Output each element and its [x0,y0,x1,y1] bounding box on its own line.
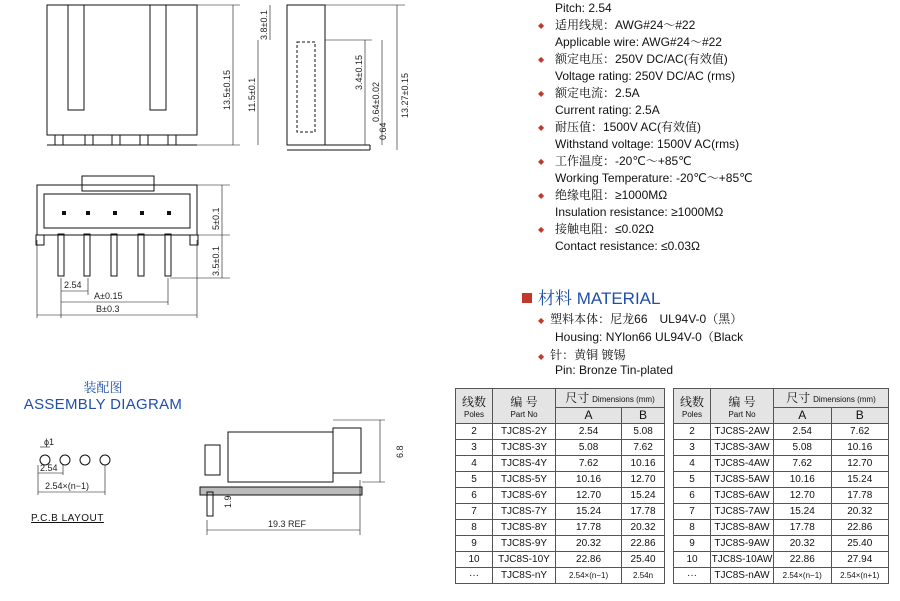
spec-line [538,68,898,85]
table-cell: 27.94 [831,552,889,568]
spec-line [538,34,898,51]
table-cell: 9 [674,536,711,552]
dim-phi: ϕ1 [44,437,55,447]
table-cell: 6 [456,488,493,504]
table-cell: 8 [674,520,711,536]
spec-line [538,85,898,102]
table-cell: TJC8S-9AW [711,536,774,552]
dim-side-c: 0.64 [378,122,388,140]
table-cell: TJC8S-4Y [493,456,556,472]
dim-side-b: 0.64±0.02 [371,82,381,122]
table-row [674,552,889,568]
table-row [456,456,665,472]
table-cell: TJC8S-3AW [711,440,774,456]
table-cell: 17.78 [774,520,832,536]
col-a-header: A [774,407,832,423]
pin-en: Pin: Bronze Tin-plated [555,363,674,377]
table-cell: 7.62 [831,424,889,440]
front-view-drawing [47,5,270,145]
material-heading-text: 材料 MATERIAL [538,289,661,308]
table-cell: 10.16 [774,472,832,488]
table-row [456,568,665,584]
top-view-drawing [36,176,230,318]
table-cell: 12.70 [622,472,665,488]
table-row [674,536,889,552]
table-cell: 2 [674,424,711,440]
table-row [456,472,665,488]
table-cell: 10.16 [622,456,665,472]
col-a-header: A [556,407,622,423]
spec-text: 绝缘电阻：≥1000MΩ [555,188,668,202]
table-cell: 12.70 [556,488,622,504]
table-cell: 10.16 [831,440,889,456]
table-cell: 10 [674,552,711,568]
table-cell: 7.62 [556,456,622,472]
table-cell: 2.54×(n+1) [831,568,889,584]
table-cell: TJC8S-6AW [711,488,774,504]
spec-text: Applicable wire: AWG#24～#22 [555,35,722,49]
table-cell: TJC8S-3Y [493,440,556,456]
dim-pcb-n: 2.54×(n−1) [45,481,90,491]
dim-asm-t: 1.9 [223,495,233,508]
dim-side-total: 13.27±0.15 [400,73,410,118]
table-row [456,536,665,552]
material-heading [522,284,660,309]
bullet-icon: ◆ [538,352,545,361]
spec-line [538,221,898,238]
table-row [674,456,889,472]
spec-text: 接触电阻：≤0.02Ω [555,222,654,236]
housing-en: Housing: NYlon66 UL94V-0（Black [555,330,744,344]
table-cell: 15.24 [622,488,665,504]
table-cell: TJC8S-5Y [493,472,556,488]
poles-header: 线数 Poles [456,389,493,424]
dim-b: B±0.3 [96,304,120,314]
table-cell: 20.32 [556,536,622,552]
table-row [456,424,665,440]
table-row [674,472,889,488]
bullet-icon: ◆ [538,316,545,325]
table-cell: ··· [456,568,493,584]
table-cell: TJC8S-8Y [493,520,556,536]
spec-text: Current rating: 2.5A [555,103,660,117]
spec-line [538,0,898,17]
table-cell: 6 [674,488,711,504]
assembly-title-en: ASSEMBLY DIAGRAM [23,396,183,413]
spec-line [538,102,898,119]
table-row [456,488,665,504]
housing-cn [538,310,742,327]
dim-a: A±0.15 [94,291,123,301]
spec-text: Contact resistance: ≤0.03Ω [555,239,700,253]
bullet-icon: ◆ [538,21,545,30]
spec-text: 耐压值：1500V AC(有效值) [555,120,702,134]
pin-cn-text: 针：黄铜 镀锡 [550,348,626,362]
table-cell: 8 [456,520,493,536]
table-cell: TJC8S-nY [493,568,556,584]
table-cell: 25.40 [831,536,889,552]
table-cell: TJC8S-6Y [493,488,556,504]
bullet-icon: ◆ [538,157,545,166]
table-cell: 2.54n [622,568,665,584]
table-cell: 2.54 [556,424,622,440]
bullet-icon: ◆ [538,89,545,98]
spec-text: Insulation resistance: ≥1000MΩ [555,205,724,219]
table-cell: 2 [456,424,493,440]
part-header: 编 号 Part No [711,389,774,424]
table-cell: 7.62 [622,440,665,456]
dim-front-inner: 11.5±0.1 [247,77,257,112]
table-cell: 22.86 [622,536,665,552]
dim-pcb-pitch: 2.54 [40,463,58,473]
spec-text: 工作温度：-20℃～+85℃ [555,154,692,168]
dim-front-height: 13.5±0.15 [222,70,232,110]
material-square-icon [522,293,532,303]
table-row [674,424,889,440]
table-cell: TJC8S-4AW [711,456,774,472]
table-row [674,520,889,536]
table-cell: 17.78 [556,520,622,536]
table-cell: 15.24 [556,504,622,520]
table-cell: 20.32 [622,520,665,536]
table-cell: 22.86 [556,552,622,568]
poles-header: 线数 Poles [674,389,711,424]
col-b-header: B [622,407,665,423]
assembly-title [18,377,188,413]
spec-text: Voltage rating: 250V DC/AC (rms) [555,69,736,83]
table-cell: 17.78 [622,504,665,520]
table-cell: 5.08 [556,440,622,456]
table-cell: 20.32 [774,536,832,552]
spec-text: Working Temperature: -20℃～+85℃ [555,171,753,185]
table-cell: 2.54×(n−1) [556,568,622,584]
table-cell: 10 [456,552,493,568]
spec-line [538,187,898,204]
spec-text: 额定电流：2.5A [555,86,640,100]
spec-text: Pitch: 2.54 [555,1,612,15]
table-cell: 15.24 [831,472,889,488]
table-cell: 4 [674,456,711,472]
table-cell: 2.54 [774,424,832,440]
spec-line [538,153,898,170]
table-cell: 10.16 [556,472,622,488]
table-cell: 9 [456,536,493,552]
table-cell: 22.86 [774,552,832,568]
table-cell: 7 [456,504,493,520]
dim-asm-h: 6.8 [395,445,405,458]
table-cell: 5.08 [622,424,665,440]
table-cell: TJC8S-2AW [711,424,774,440]
bullet-icon: ◆ [538,225,545,234]
table-cell: TJC8S-2Y [493,424,556,440]
dim-asm-ref: 19.3 REF [268,519,307,529]
table-cell: 20.32 [831,504,889,520]
table-cell: 22.86 [831,520,889,536]
table-row [456,504,665,520]
dim-pin-h1: 5±0.1 [211,207,221,230]
dim-pin-h2: 3.5±0.1 [211,246,221,276]
spec-line [538,136,898,153]
housing-cn-text: 塑料本体：尼龙66 UL94V-0（黑） [550,312,743,326]
part-table-right [673,388,889,584]
table-cell: TJC8S-5AW [711,472,774,488]
col-b-header: B [831,407,889,423]
table-cell: ··· [674,568,711,584]
spec-line [538,238,898,255]
dim-header: 尺寸 Dimensions (mm) [556,389,665,408]
table-cell: TJC8S-9Y [493,536,556,552]
pcb-layout-label: P.C.B LAYOUT [31,513,104,524]
spec-line [538,51,898,68]
table-cell: TJC8S-10Y [493,552,556,568]
bullet-icon: ◆ [538,123,545,132]
table-cell: TJC8S-nAW [711,568,774,584]
table-row [456,440,665,456]
spec-list [538,0,898,255]
table-cell: 4 [456,456,493,472]
table-cell: 25.40 [622,552,665,568]
dim-side-a: 3.4±0.15 [354,55,364,90]
table-row [456,520,665,536]
assembly-drawing [200,420,385,535]
spec-text: 适用线规：AWG#24～#22 [555,18,696,32]
table-cell: 3 [674,440,711,456]
table-cell: 17.78 [831,488,889,504]
dim-pitch: 2.54 [64,280,82,290]
table-cell: 5.08 [774,440,832,456]
spec-text: Withstand voltage: 1500V AC(rms) [555,137,740,151]
table-cell: 12.70 [774,488,832,504]
table-row [456,552,665,568]
table-cell: 3 [456,440,493,456]
table-cell: 5 [456,472,493,488]
dim-top: 3.8±0.1 [259,10,269,40]
table-cell: TJC8S-10AW [711,552,774,568]
table-row [674,504,889,520]
pin-cn [538,346,626,363]
table-cell: 15.24 [774,504,832,520]
assembly-title-cn: 装配图 [83,380,123,395]
table-cell: 5 [674,472,711,488]
table-row [674,568,889,584]
table-cell: 7 [674,504,711,520]
part-table-left [455,388,665,584]
spec-line [538,119,898,136]
spec-line [538,204,898,221]
part-header: 编 号 Part No [493,389,556,424]
spec-text: 额定电压：250V DC/AC(有效值) [555,52,728,66]
spec-line [538,170,898,187]
table-cell: 2.54×(n−1) [774,568,832,584]
table-cell: TJC8S-8AW [711,520,774,536]
spec-line [538,17,898,34]
dim-header: 尺寸 Dimensions (mm) [774,389,889,408]
table-row [674,488,889,504]
bullet-icon: ◆ [538,55,545,64]
bullet-icon: ◆ [538,191,545,200]
table-cell: 7.62 [774,456,832,472]
table-cell: TJC8S-7Y [493,504,556,520]
table-row [674,440,889,456]
table-cell: 12.70 [831,456,889,472]
table-cell: TJC8S-7AW [711,504,774,520]
